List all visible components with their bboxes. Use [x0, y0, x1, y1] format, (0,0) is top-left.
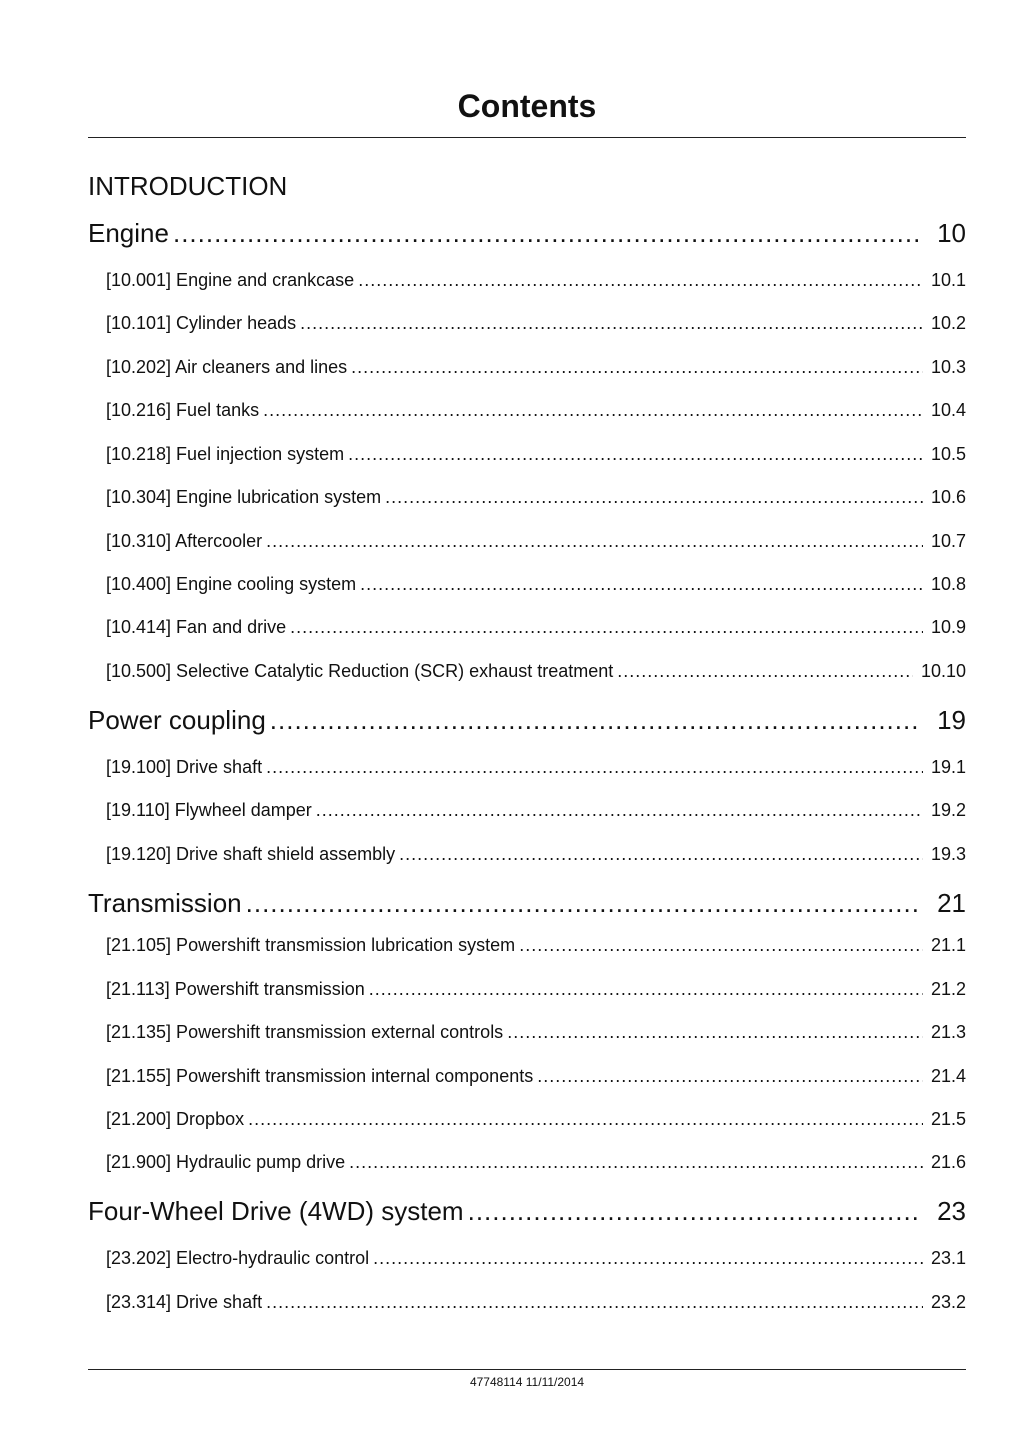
- toc-item-label: [10.310] Aftercooler: [106, 531, 263, 551]
- toc-item-page: 21.6: [930, 1152, 966, 1172]
- toc-item[interactable]: [106, 932, 966, 958]
- dot-leader: [369, 976, 923, 1002]
- toc-item[interactable]: [106, 1289, 966, 1315]
- dot-leader: [263, 397, 923, 423]
- toc-item-page: 10.4: [930, 400, 966, 420]
- toc-item[interactable]: [106, 484, 966, 510]
- toc-item-page: 19.2: [930, 800, 966, 820]
- dot-leader: [290, 614, 923, 640]
- dot-leader: [507, 1019, 923, 1045]
- toc-item[interactable]: [106, 797, 966, 823]
- toc-item[interactable]: [106, 614, 966, 640]
- toc-item-label: [19.100] Drive shaft: [106, 757, 263, 777]
- toc-item-label: [21.113] Powershift transmission: [106, 979, 365, 999]
- toc-section-title: Power coupling: [88, 705, 266, 735]
- toc-item-label: [23.314] Drive shaft: [106, 1292, 263, 1312]
- toc-item-page: 10.10: [920, 661, 966, 681]
- toc-section-title: Engine: [88, 218, 169, 248]
- toc-item[interactable]: [106, 267, 966, 293]
- dot-leader: [360, 571, 923, 597]
- toc-item[interactable]: [106, 1149, 966, 1175]
- toc-item[interactable]: [106, 754, 966, 780]
- toc-item-label: [10.001] Engine and crankcase: [106, 270, 355, 290]
- toc-item-page: 10.6: [930, 487, 966, 507]
- toc-section-transmission[interactable]: [88, 885, 966, 921]
- toc-item[interactable]: [106, 1106, 966, 1132]
- title-divider: [88, 137, 966, 138]
- toc-item[interactable]: [106, 397, 966, 423]
- dot-leader: [468, 1193, 921, 1229]
- toc-item-page: 10.9: [930, 617, 966, 637]
- toc-item[interactable]: [106, 1063, 966, 1089]
- toc-item-page: 23.2: [930, 1292, 966, 1312]
- toc-item-page: 10.3: [930, 357, 966, 377]
- toc-item-label: [10.304] Engine lubrication system: [106, 487, 382, 507]
- dot-leader: [537, 1063, 923, 1089]
- toc-item[interactable]: [106, 1019, 966, 1045]
- toc-item-page: 23.1: [930, 1248, 966, 1268]
- toc-section-title: Four-Wheel Drive (4WD) system: [88, 1196, 464, 1226]
- toc-item-page: 10.5: [930, 444, 966, 464]
- toc-item-label: [10.218] Fuel injection system: [106, 444, 345, 464]
- dot-leader: [519, 932, 923, 958]
- toc-item-page: 19.1: [930, 757, 966, 777]
- toc-item[interactable]: [106, 571, 966, 597]
- toc-item[interactable]: [106, 528, 966, 554]
- toc-item-page: 21.2: [930, 979, 966, 999]
- toc-item[interactable]: [106, 441, 966, 467]
- toc-item-label: [10.400] Engine cooling system: [106, 574, 357, 594]
- toc-item-page: 21.3: [930, 1022, 966, 1042]
- toc-item-label: [10.216] Fuel tanks: [106, 400, 260, 420]
- toc-section-page: 23: [937, 1196, 966, 1226]
- toc-item-page: 10.2: [930, 313, 966, 333]
- toc-item-label: [19.110] Flywheel damper: [106, 800, 312, 820]
- dot-leader: [373, 1245, 923, 1271]
- toc-section-four-wheel-drive[interactable]: [88, 1193, 966, 1229]
- toc-item-label: [19.120] Drive shaft shield assembly: [106, 844, 396, 864]
- dot-leader: [300, 310, 923, 336]
- toc-item-label: [21.900] Hydraulic pump drive: [106, 1152, 346, 1172]
- dot-leader: [270, 702, 921, 738]
- dot-leader: [399, 841, 923, 867]
- dot-leader: [246, 885, 921, 921]
- toc-item-page: 21.1: [930, 935, 966, 955]
- toc-item[interactable]: [106, 976, 966, 1002]
- dot-leader: [358, 267, 923, 293]
- page-title: Contents: [457, 88, 597, 124]
- toc-item-page: 10.7: [930, 531, 966, 551]
- dot-leader: [266, 528, 923, 554]
- introduction-link[interactable]: INTRODUCTION: [88, 171, 288, 201]
- toc-item-label: [10.101] Cylinder heads: [106, 313, 297, 333]
- toc-section-page: 19: [937, 705, 966, 735]
- toc-item-label: [10.202] Air cleaners and lines: [106, 357, 348, 377]
- toc-section-power-coupling[interactable]: [88, 702, 966, 738]
- toc-item[interactable]: [106, 1245, 966, 1271]
- toc-item-page: 10.1: [930, 270, 966, 290]
- toc-item-page: 10.8: [930, 574, 966, 594]
- toc-item[interactable]: [106, 658, 966, 684]
- toc-item-label: [21.135] Powershift transmission external controls: [106, 1022, 504, 1042]
- toc-item[interactable]: [106, 841, 966, 867]
- toc-section-engine[interactable]: [88, 215, 966, 251]
- dot-leader: [351, 354, 923, 380]
- toc-item-label: [21.155] Powershift transmission internal components: [106, 1066, 534, 1086]
- toc-section-page: 21: [937, 888, 966, 918]
- toc-item-label: [21.105] Powershift transmission lubrication system: [106, 935, 516, 955]
- toc-item[interactable]: [106, 354, 966, 380]
- dot-leader: [248, 1106, 923, 1132]
- dot-leader: [348, 441, 923, 467]
- toc-section-page: 10: [937, 218, 966, 248]
- dot-leader: [349, 1149, 923, 1175]
- toc-item-label: [21.200] Dropbox: [106, 1109, 245, 1129]
- toc-item-label: [10.500] Selective Catalytic Reduction (SCR) exhaust treatment: [106, 661, 614, 681]
- toc-item-label: [10.414] Fan and drive: [106, 617, 287, 637]
- dot-leader: [173, 215, 921, 251]
- footer-document-id: 47748114 11/11/2014: [469, 1375, 585, 1389]
- dot-leader: [316, 797, 923, 823]
- toc-section-title: Transmission: [88, 888, 242, 918]
- toc-item-page: 21.5: [930, 1109, 966, 1129]
- dot-leader: [266, 1289, 923, 1315]
- dot-leader: [385, 484, 923, 510]
- toc-item-label: [23.202] Electro-hydraulic control: [106, 1248, 370, 1268]
- dot-leader: [617, 658, 913, 684]
- dot-leader: [266, 754, 923, 780]
- toc-item[interactable]: [106, 310, 966, 336]
- footer-divider: [88, 1369, 966, 1370]
- toc-item-page: 19.3: [930, 844, 966, 864]
- toc-item-page: 21.4: [930, 1066, 966, 1086]
